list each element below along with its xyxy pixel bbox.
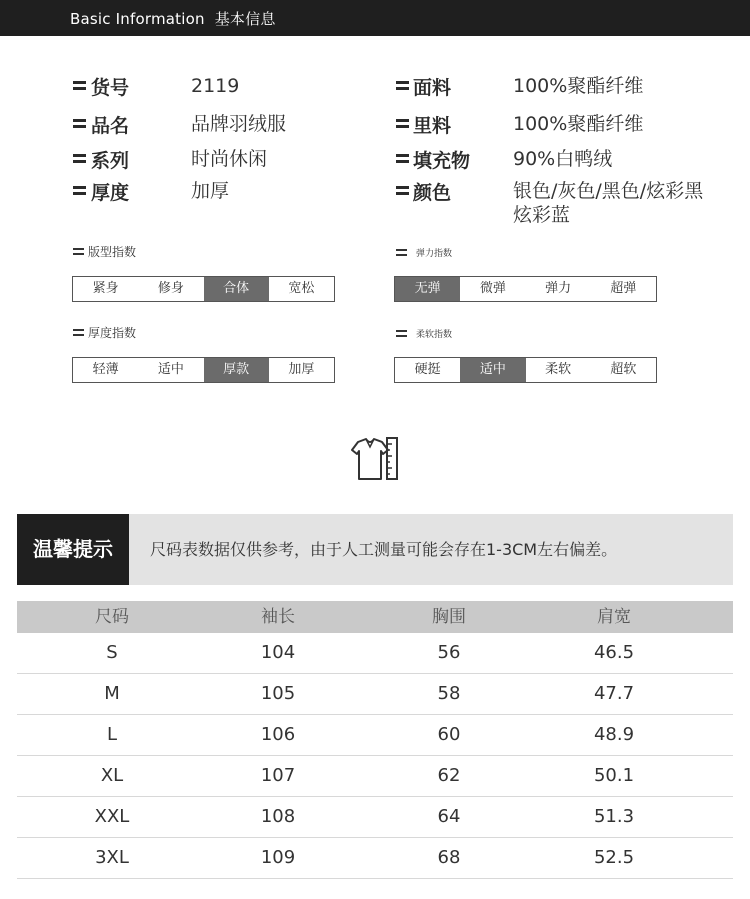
table-cell: 3XL: [95, 847, 129, 868]
scale-option-selected: 适中: [460, 358, 525, 382]
table-cell: 50.1: [593, 765, 635, 786]
list-bullet-icon: [73, 184, 86, 197]
list-bullet-icon: [396, 329, 407, 338]
scale-option: 弹力: [545, 281, 572, 296]
table-row: [17, 756, 733, 797]
table-cell: 105: [260, 683, 296, 704]
softness-index-scale: [394, 357, 657, 383]
table-cell: 109: [260, 847, 296, 868]
table-cell: 108: [260, 806, 296, 827]
list-bullet-icon: [73, 328, 84, 337]
table-row: [17, 674, 733, 715]
list-bullet-icon: [396, 184, 409, 197]
list-bullet-icon: [396, 79, 409, 92]
title-en: Basic Information: [70, 10, 205, 28]
info-label: 填充物: [413, 150, 471, 172]
scale-option: 修身: [157, 281, 184, 296]
scale-option: 柔软: [545, 362, 572, 377]
table-cell: M: [104, 683, 120, 704]
list-bullet-icon: [73, 117, 86, 130]
fit-index-scale: [72, 276, 335, 302]
table-cell: 64: [437, 806, 461, 827]
table-cell: 58: [437, 683, 461, 704]
scale-option: 宽松: [288, 281, 315, 296]
info-label: 里料: [413, 115, 452, 137]
table-cell: 51.3: [593, 806, 635, 827]
table-cell: 48.9: [593, 724, 635, 745]
table-row: [17, 838, 733, 879]
table-row: [17, 715, 733, 756]
table-cell: 60: [437, 724, 461, 745]
table-header-row: [17, 601, 733, 633]
tip-label: 温馨提示: [17, 514, 129, 585]
table-cell: XL: [100, 765, 124, 786]
table-header-cell: 肩宽: [597, 607, 631, 627]
info-label: 颜色: [413, 182, 452, 204]
scale-option: 微弹: [479, 281, 506, 296]
thickness-index-scale: [72, 357, 335, 383]
scale-option-selected: 厚款: [204, 358, 269, 382]
scale-option-selected: 合体: [204, 277, 269, 301]
table-cell: 56: [437, 642, 461, 663]
elasticity-index-scale: [394, 276, 657, 302]
table-cell: 107: [260, 765, 296, 786]
list-bullet-icon: [73, 247, 84, 256]
scale-option-selected: 无弹: [395, 277, 460, 301]
table-header-cell: 胸围: [432, 607, 466, 627]
page-title: [70, 0, 276, 38]
table-cell: 46.5: [593, 642, 635, 663]
table-row: [17, 633, 733, 674]
info-label: 面料: [413, 77, 452, 99]
shirt-with-ruler-icon: [346, 436, 402, 482]
info-label: 货号: [91, 77, 130, 99]
scale-option: 硬挺: [414, 362, 441, 377]
info-value: 100%聚酯纤维: [513, 113, 644, 135]
info-label: 系列: [91, 150, 130, 172]
table-cell: S: [106, 642, 118, 663]
list-bullet-icon: [396, 117, 409, 130]
title-zh: 基本信息: [214, 10, 276, 28]
info-value: 炫彩蓝: [513, 204, 571, 226]
info-label: 品名: [91, 115, 130, 137]
scale-option: 适中: [157, 362, 184, 377]
tip-text: 尺码表数据仅供参考，由于人工测量可能会存在1-3CM左右偏差。: [150, 540, 618, 559]
list-bullet-icon: [396, 152, 409, 165]
list-bullet-icon: [73, 152, 86, 165]
table-cell: 68: [437, 847, 461, 868]
info-value: 90%白鸭绒: [513, 148, 613, 170]
index-title-thickness: 厚度指数: [88, 326, 137, 340]
index-title-softness: 柔软指数: [416, 330, 453, 340]
scale-option: 轻薄: [92, 362, 119, 377]
info-value: 银色/灰色/黑色/炫彩黑: [513, 180, 704, 202]
list-bullet-icon: [396, 248, 407, 257]
info-value: 100%聚酯纤维: [513, 75, 644, 97]
table-cell: 47.7: [593, 683, 635, 704]
list-bullet-icon: [73, 79, 86, 92]
table-cell: 62: [437, 765, 461, 786]
scale-option: 紧身: [92, 281, 119, 296]
index-title-elasticity: 弹力指数: [416, 249, 453, 259]
header-bar: [0, 0, 750, 36]
info-value: 时尚休闲: [191, 148, 268, 170]
table-row: [17, 797, 733, 838]
scale-option: 加厚: [288, 362, 315, 377]
table-cell: XXL: [94, 806, 130, 827]
info-label: 厚度: [91, 182, 130, 204]
table-cell: 104: [260, 642, 296, 663]
table-header-cell: 尺码: [95, 607, 129, 627]
index-title-fit: 版型指数: [88, 245, 137, 259]
info-value: 加厚: [191, 180, 230, 202]
scale-option: 超弹: [610, 281, 637, 296]
info-value: 2119: [191, 75, 240, 97]
size-table: [17, 601, 733, 879]
table-cell: L: [106, 724, 118, 745]
table-cell: 52.5: [593, 847, 635, 868]
table-header-cell: 袖长: [261, 607, 295, 627]
info-value: 品牌羽绒服: [191, 113, 287, 135]
scale-option: 超软: [610, 362, 637, 377]
table-cell: 106: [260, 724, 296, 745]
